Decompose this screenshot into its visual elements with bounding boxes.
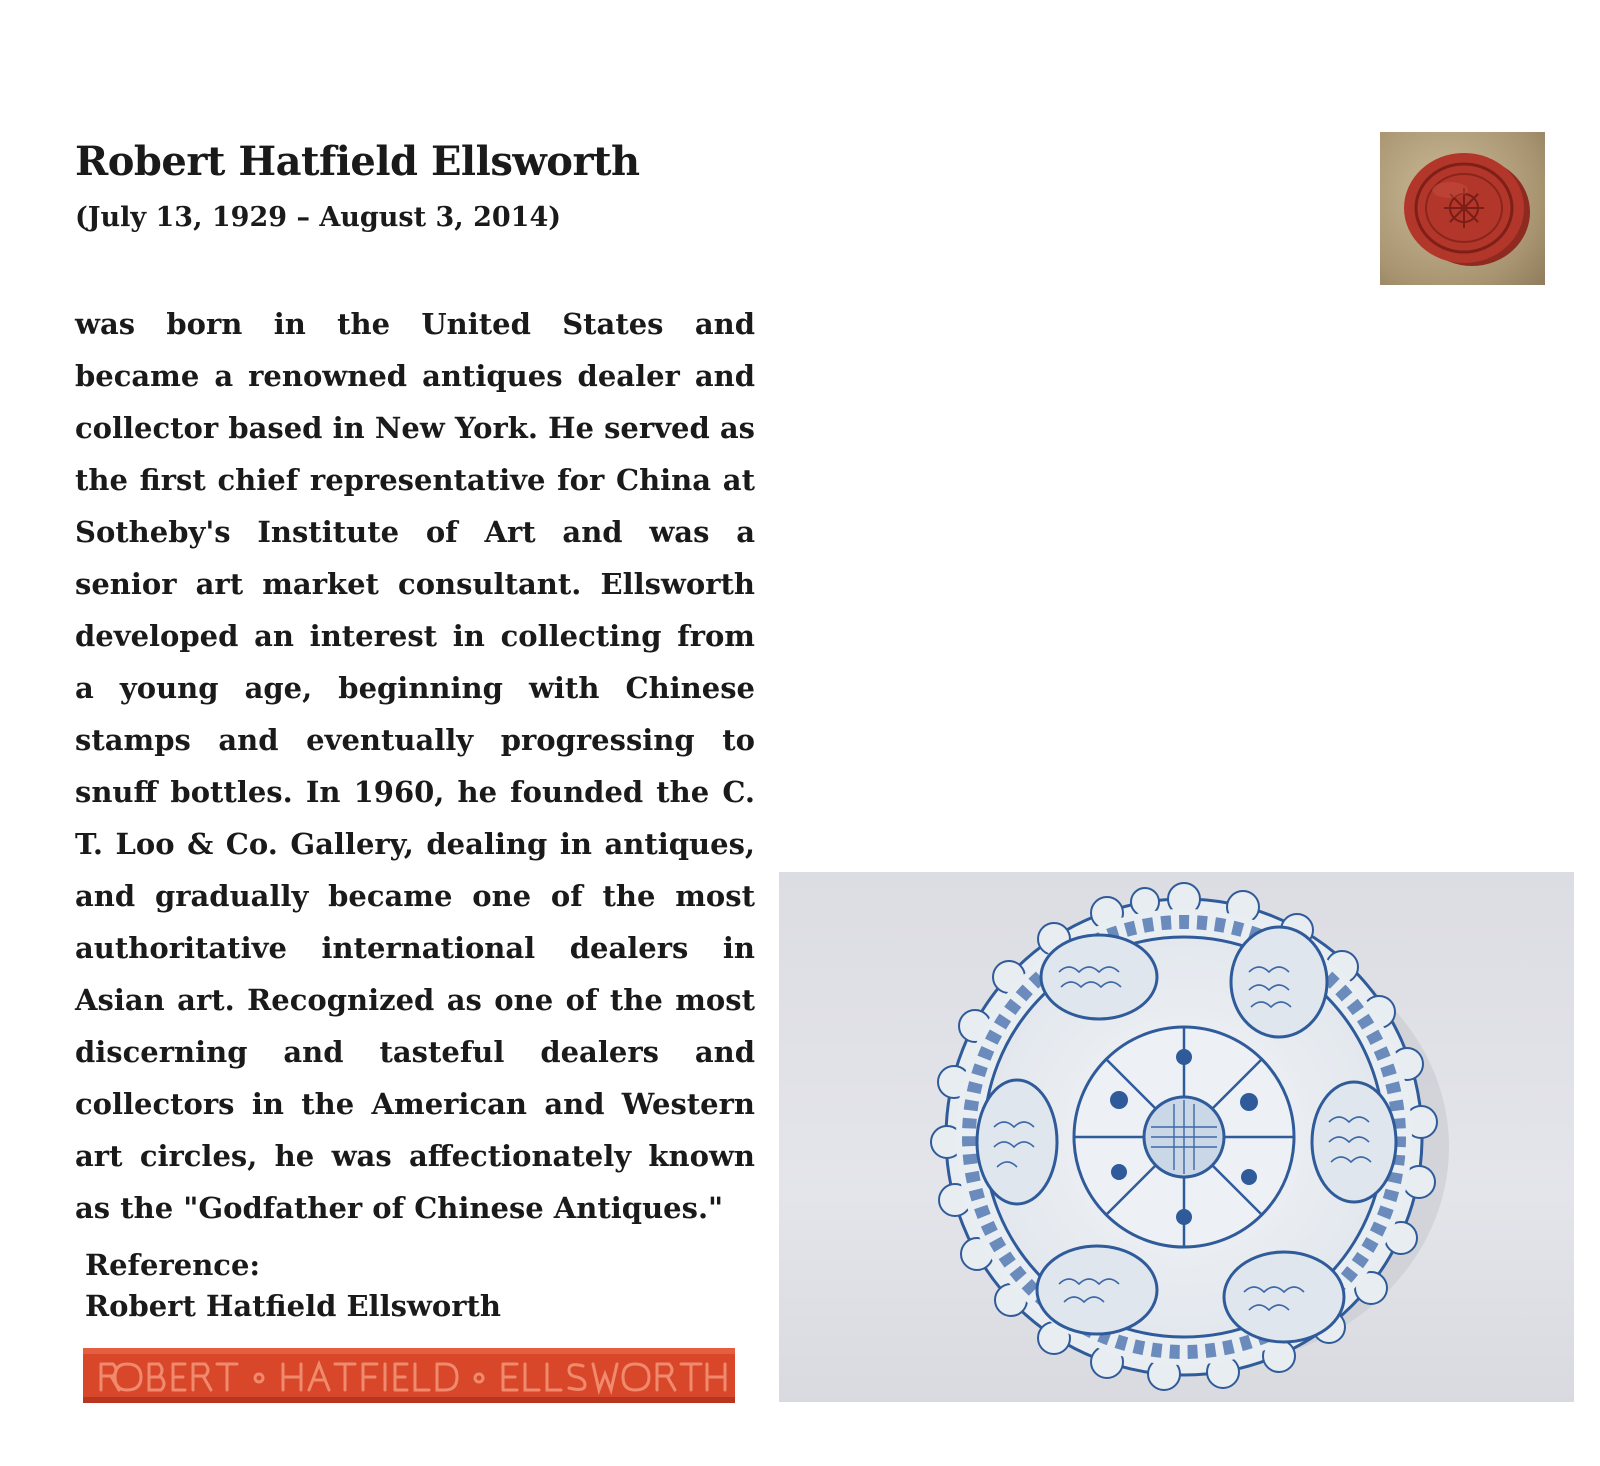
wax-seal-image — [1380, 132, 1545, 285]
blue-and-white-porcelain-dish — [779, 872, 1574, 1402]
porcelain-dish-photo — [779, 872, 1574, 1402]
reference-value: Robert Hatfield Ellsworth — [85, 1289, 501, 1323]
red-wax-seal-icon — [1380, 132, 1545, 285]
biography-text: was born in the United States and became a renowned antiques dealer and collector based in New York. He served as the first chief representative for China at Sotheby's Institute of Art and was a senior art market consultant. Ellsworth developed an interest in collecting from a young age, beginning with Chinese stamps and eventually progressing to snuff bottles. In 1960, he founded the C. T. Loo & Co. Gallery, dealing in antiques, and gradually became one of the most authoritative international dealers in Asian art. Recognized as one of the most discerning and tasteful dealers and collectors in the American and Western art circles, he was affectionately known as the "Godfather of Chinese Antiques." — [75, 307, 755, 1225]
reference-block — [85, 1245, 501, 1327]
name-stamp-image — [83, 1348, 735, 1403]
page-title: Robert Hatfield Ellsworth — [75, 138, 640, 185]
reference-label: Reference: — [85, 1248, 261, 1282]
red-seal-stamp-strip — [83, 1348, 735, 1403]
life-dates: (July 13, 1929 – August 3, 2014) — [75, 202, 562, 233]
